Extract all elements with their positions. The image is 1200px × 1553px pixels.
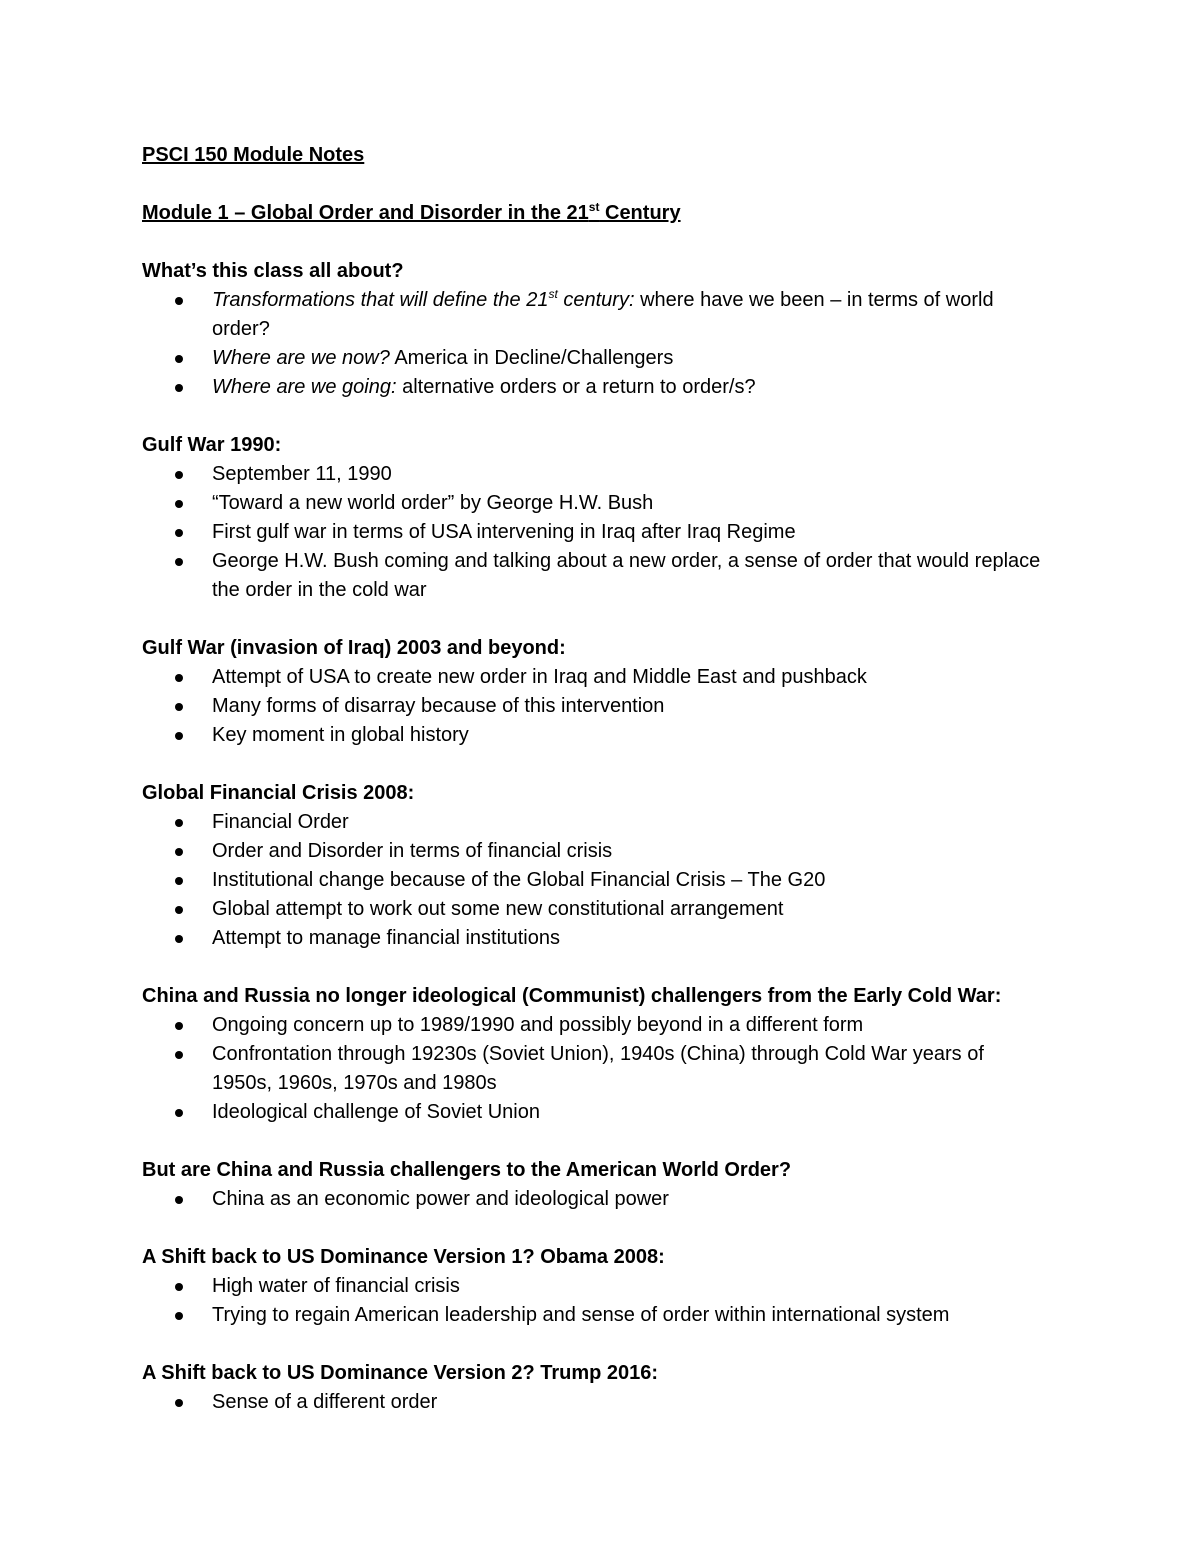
list-item-emphasis <box>212 289 635 311</box>
list-item-text: Attempt of USA to create new order in Iraq and Middle East and pushback <box>212 666 867 688</box>
list-item <box>142 373 1042 402</box>
bullet-icon <box>175 703 183 711</box>
sections-container <box>142 257 1042 1417</box>
list-item-text: George H.W. Bush coming and talking about a new order, a sense of order that would replace the order in the cold war <box>212 550 1041 601</box>
list-item-text: Attempt to manage financial institutions <box>212 927 560 949</box>
bullet-icon <box>175 500 183 508</box>
module-title-superscript: st <box>588 200 600 214</box>
module-title <box>142 199 1042 228</box>
bullet-icon <box>175 297 183 305</box>
list-item-emphasis-text: Where are we going: <box>212 376 397 398</box>
notes-section <box>142 982 1042 1127</box>
list-item-emphasis-text: Transformations that will define the 21 <box>212 289 549 311</box>
section-heading: A Shift back to US Dominance Version 2? Trump 2016: <box>142 1362 659 1384</box>
list-item-text: Ongoing concern up to 1989/1990 and possibly beyond in a different form <box>212 1014 864 1036</box>
document-body <box>142 141 1042 1417</box>
bullet-icon <box>175 819 183 827</box>
bullet-list <box>142 1272 1042 1330</box>
bullet-icon <box>175 384 183 392</box>
list-item-text: Global attempt to work out some new constitutional arrangement <box>212 898 784 920</box>
list-item-emphasis-suffix: century: <box>557 289 635 311</box>
list-item-text: September 11, 1990 <box>212 463 392 485</box>
list-item <box>142 808 1042 837</box>
section-heading: What’s this class all about? <box>142 260 404 282</box>
bullet-icon <box>175 935 183 943</box>
module-title-suffix: Century <box>599 202 681 224</box>
list-item <box>142 837 1042 866</box>
bullet-list <box>142 1185 1042 1214</box>
notes-section <box>142 634 1042 750</box>
bullet-icon <box>175 1022 183 1030</box>
list-item <box>142 518 1042 547</box>
notes-section <box>142 431 1042 605</box>
list-item-text: Many forms of disarray because of this intervention <box>212 695 665 717</box>
list-item <box>142 1098 1042 1127</box>
bullet-icon <box>175 732 183 740</box>
notes-section <box>142 1359 1042 1417</box>
module-title-text: Module 1 – Global Order and Disorder in the 21 <box>142 202 589 224</box>
bullet-icon <box>175 558 183 566</box>
list-item-text: China as an economic power and ideological power <box>212 1188 669 1210</box>
list-item <box>142 721 1042 750</box>
list-item <box>142 866 1042 895</box>
list-item <box>142 547 1042 605</box>
bullet-icon <box>175 355 183 363</box>
bullet-list <box>142 1011 1042 1127</box>
bullet-icon <box>175 674 183 682</box>
section-heading: Gulf War 1990: <box>142 434 282 456</box>
list-item <box>142 286 1042 344</box>
list-item-emphasis-text: Where are we now? <box>212 347 390 369</box>
list-item-text: where have we been – in terms of world order? <box>212 289 994 340</box>
bullet-icon <box>175 471 183 479</box>
list-item-text: Sense of a different order <box>212 1391 438 1413</box>
list-item <box>142 1011 1042 1040</box>
list-item <box>142 1040 1042 1098</box>
list-item <box>142 1388 1042 1417</box>
list-item-emphasis <box>212 347 390 369</box>
bullet-list <box>142 663 1042 750</box>
bullet-icon <box>175 1109 183 1117</box>
list-item-text: America in Decline/Challengers <box>389 347 674 369</box>
list-item-text: Ideological challenge of Soviet Union <box>212 1101 540 1123</box>
list-item-text: First gulf war in terms of USA intervening in Iraq after Iraq Regime <box>212 521 796 543</box>
bullet-icon <box>175 1051 183 1059</box>
section-heading: Global Financial Crisis 2008: <box>142 782 415 804</box>
list-item <box>142 1272 1042 1301</box>
list-item <box>142 1301 1042 1330</box>
section-heading: But are China and Russia challengers to the American World Order? <box>142 1159 792 1181</box>
list-item-text: Order and Disorder in terms of financial crisis <box>212 840 613 862</box>
bullet-icon <box>175 906 183 914</box>
bullet-icon <box>175 1312 183 1320</box>
bullet-icon <box>175 529 183 537</box>
list-item <box>142 489 1042 518</box>
document-title: PSCI 150 Module Notes <box>142 144 365 166</box>
list-item <box>142 895 1042 924</box>
notes-section <box>142 257 1042 402</box>
notes-section <box>142 779 1042 953</box>
list-item-text: Confrontation through 19230s (Soviet Union), 1940s (China) through Cold War years of 1950s, 1960s, 1970s and 1980s <box>212 1043 984 1094</box>
list-item-text: Financial Order <box>212 811 349 833</box>
bullet-list <box>142 1388 1042 1417</box>
bullet-list <box>142 286 1042 402</box>
list-item-text: Trying to regain American leadership and sense of order within international system <box>212 1304 950 1326</box>
notes-section <box>142 1243 1042 1330</box>
notes-section <box>142 1156 1042 1214</box>
list-item <box>142 663 1042 692</box>
list-item <box>142 344 1042 373</box>
list-item <box>142 692 1042 721</box>
section-heading: A Shift back to US Dominance Version 1? Obama 2008: <box>142 1246 665 1268</box>
list-item-text: High water of financial crisis <box>212 1275 460 1297</box>
list-item <box>142 460 1042 489</box>
list-item-superscript: st <box>548 287 558 301</box>
bullet-icon <box>175 1283 183 1291</box>
bullet-icon <box>175 877 183 885</box>
list-item-text: Key moment in global history <box>212 724 469 746</box>
bullet-list <box>142 460 1042 605</box>
list-item-text: alternative orders or a return to order/s? <box>396 376 756 398</box>
list-item <box>142 924 1042 953</box>
bullet-list <box>142 808 1042 953</box>
bullet-icon <box>175 1399 183 1407</box>
bullet-icon <box>175 848 183 856</box>
list-item <box>142 1185 1042 1214</box>
list-item-text: Institutional change because of the Global Financial Crisis – The G20 <box>212 869 826 891</box>
section-heading: Gulf War (invasion of Iraq) 2003 and beyond: <box>142 637 566 659</box>
section-heading: China and Russia no longer ideological (Communist) challengers from the Early Cold War: <box>142 985 1002 1007</box>
list-item-text: “Toward a new world order” by George H.W. Bush <box>212 492 654 514</box>
list-item-emphasis <box>212 376 397 398</box>
bullet-icon <box>175 1196 183 1204</box>
